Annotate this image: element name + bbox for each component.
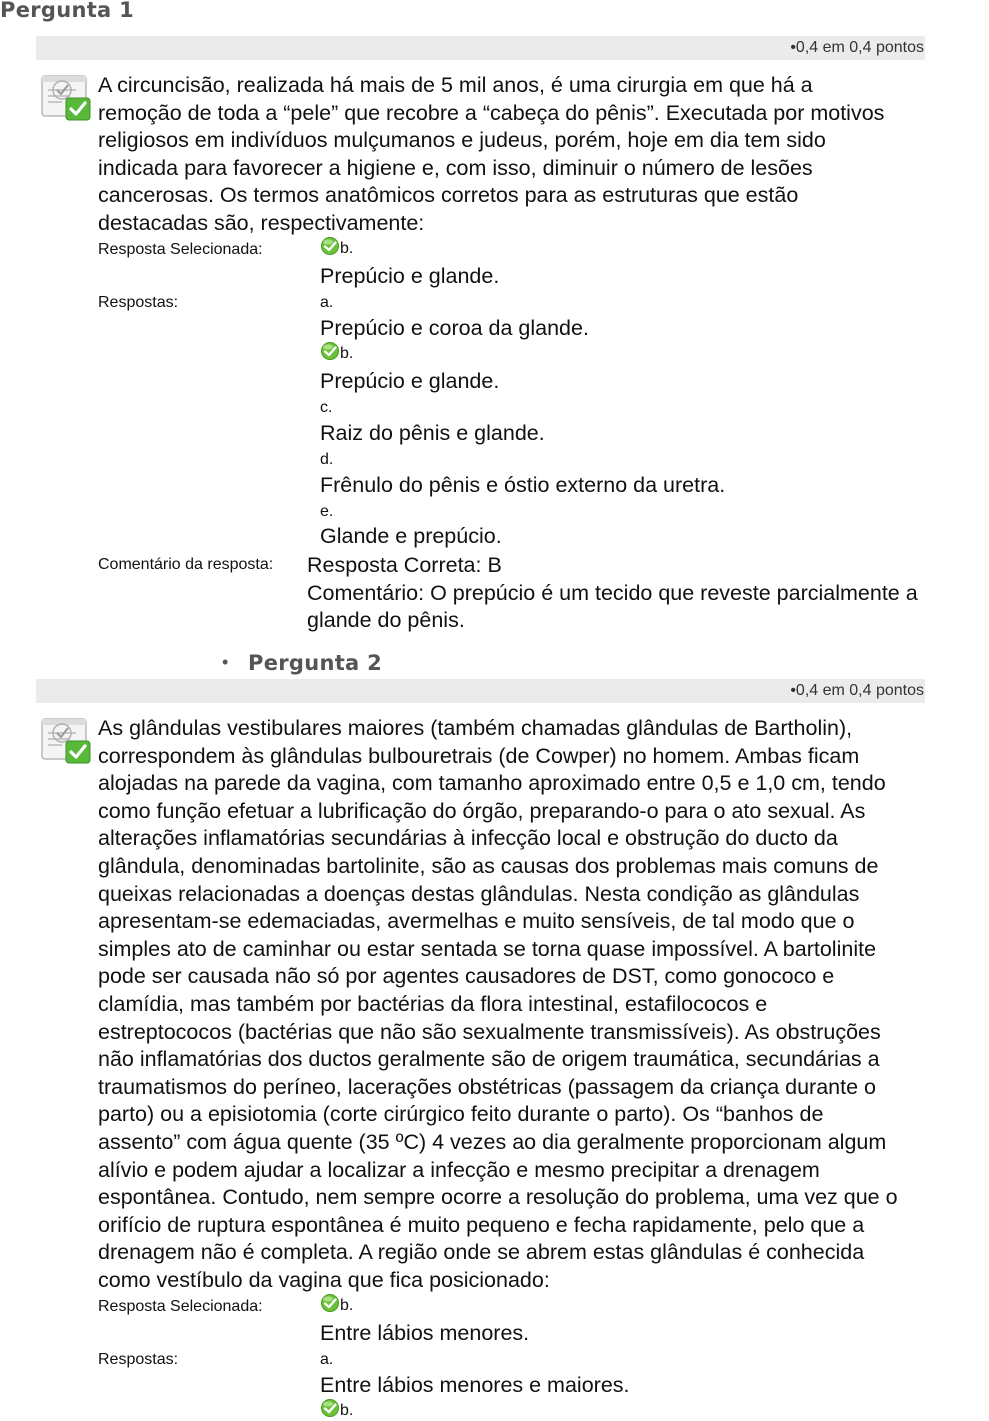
question-text-line: alterações inflamatórias secundárias à infecção local e obstrução do ducto da [98, 826, 838, 851]
question-text-line: pode ser causada não só por agentes causadores de DST, como gonococo e [98, 964, 835, 989]
question-text-line: cancerosas. Os termos anatômicos corretos para as estruturas que estão [98, 183, 799, 208]
answer-letter [320, 1399, 353, 1420]
answers-label: Respostas: [98, 294, 179, 311]
question-text-line: traumatismos do períneo, lacerações obstétricas (passagem da criança durante o [98, 1074, 876, 1099]
correct-check-icon [320, 342, 340, 361]
comment-line: Comentário: O prepúcio é um tecido que reveste parcialmente a [307, 580, 918, 605]
correct-check-icon [320, 1399, 340, 1418]
answer-option: Raiz do pênis e glande. [320, 421, 545, 445]
answer-letter-text: b. [340, 1402, 354, 1419]
answer-letter-text: b. [340, 345, 354, 362]
question-text-line: orifício de ruptura espontânea é muito pequeno e fecha rapidamente, pelo que a [98, 1212, 865, 1237]
selected-answer-letter [320, 237, 353, 258]
selected-answer-text: Prepúcio e glande. [320, 264, 500, 288]
selected-answer-letter [320, 1294, 353, 1315]
answer-option: Frênulo do pênis e óstio externo da uretra. [320, 473, 726, 497]
points-text: •0,4 em 0,4 pontos [790, 682, 924, 699]
correct-status-icon [40, 713, 92, 765]
selected-answer-label: Resposta Selecionada: [98, 1298, 263, 1315]
selected-answer-text: Entre lábios menores. [320, 1321, 530, 1345]
answer-option: Prepúcio e glande. [320, 369, 500, 393]
answer-letter: e. [320, 503, 334, 520]
question-text-line: alojadas na parede da vagina, com tamanho aproximado entre 0,5 e 1,0 cm, tendo [98, 771, 886, 796]
answer-letter: d. [320, 451, 334, 468]
question-text-line: parto) ou a episiotomia (corte cirúrgico feito durante o parto). Os “banhos de [98, 1102, 824, 1127]
question-text-line: como função efetuar a lubrificação do órgão, preparando-o para o ato sexual. As [98, 798, 866, 823]
points-bar [36, 679, 925, 703]
question-text-line: simples ato de caminhar ou estar sentada se torna quase impossível. A bartolinite [98, 936, 877, 961]
answer-letter: a. [320, 1351, 334, 1368]
question-text-line: indicada para favorecer a higiene e, com isso, diminuir o número de lesões [98, 155, 813, 180]
question-text-line: queixas relacionadas a doenças destas glândulas. Nesta condição as glândulas [98, 881, 860, 906]
question-text-line: destacadas são, respectivamente: [98, 210, 425, 235]
answer-letter: a. [320, 294, 334, 311]
question-text-line: correspondem às glândulas bulbouretrais (de Cowper) no homem. Ambas ficam [98, 743, 860, 768]
answer-option: Glande e prepúcio. [320, 524, 502, 548]
answer-letter: c. [320, 399, 333, 416]
answer-letter: b. [340, 240, 354, 257]
question-text-line: apresentam-se edemaciadas, avermelhas e muito sensíveis, de tal modo que o [98, 909, 855, 934]
points-text: •0,4 em 0,4 pontos [790, 39, 924, 56]
correct-check-icon [320, 1294, 340, 1313]
question-text-line: como vestíbulo da vagina que fica posicionado: [98, 1267, 550, 1292]
question-text-line: As glândulas vestibulares maiores (também chamadas glândulas de Bartholin), [98, 716, 853, 740]
answer-letter: b. [340, 1297, 354, 1314]
question-text-line: não inflamatórias dos ductos geralmente são de origem traumática, secundárias a [98, 1047, 880, 1072]
question-text-line: clamídia, mas também por bactérias da flora intestinal, estafilococos e [98, 991, 768, 1016]
question-text [98, 72, 988, 238]
question-text-line: religiosos em indivíduos mulçumanos e judeus, porém, hoje em dia tem sido [98, 128, 826, 153]
question-title[interactable]: Pergunta 2 [248, 651, 383, 675]
question-text-line: drenagem não é completa. A região onde se abrem estas glândulas é conhecida [98, 1240, 865, 1265]
answer-option: Entre lábios menores e maiores. [320, 1373, 630, 1397]
comment-text [307, 552, 989, 635]
answer-letter [320, 342, 353, 363]
comment-line: Resposta Correta: B [307, 553, 502, 577]
selected-answer-label: Resposta Selecionada: [98, 241, 263, 258]
question-text [98, 715, 988, 1294]
question-text-line: alívio e podem ajudar a localizar a infecção e mesmo precipitar a drenagem [98, 1157, 820, 1182]
correct-status-icon [40, 70, 92, 122]
comment-line: glande do pênis. [307, 608, 465, 633]
question-text-line: assento” com água quente (35 ºC) 4 vezes ao dia geralmente proporcionam algum [98, 1129, 887, 1154]
question-text-line: remoção de toda a “pele” que recobre a “cabeça do pênis”. Executada por motivos [98, 100, 885, 125]
comment-label: Comentário da resposta: [98, 556, 274, 573]
points-bar [36, 36, 925, 60]
answers-label: Respostas: [98, 1351, 179, 1368]
question-title[interactable]: Pergunta 1 [0, 0, 135, 22]
question-text-line: estreptococos (bactérias que não são sexualmente transmissíveis). As obstruções [98, 1019, 881, 1044]
list-bullet: • [222, 652, 229, 672]
question-text-line: glândula, denominadas bartolinite, são as causas dos problemas mais comuns de [98, 853, 879, 878]
correct-check-icon [320, 237, 340, 256]
question-text-line: espontânea. Contudo, nem sempre ocorre a resolução do problema, uma vez que o [98, 1185, 898, 1210]
question-text-line: A circuncisão, realizada há mais de 5 mil anos, é uma cirurgia em que há a [98, 73, 813, 97]
answer-option: Prepúcio e coroa da glande. [320, 316, 589, 340]
